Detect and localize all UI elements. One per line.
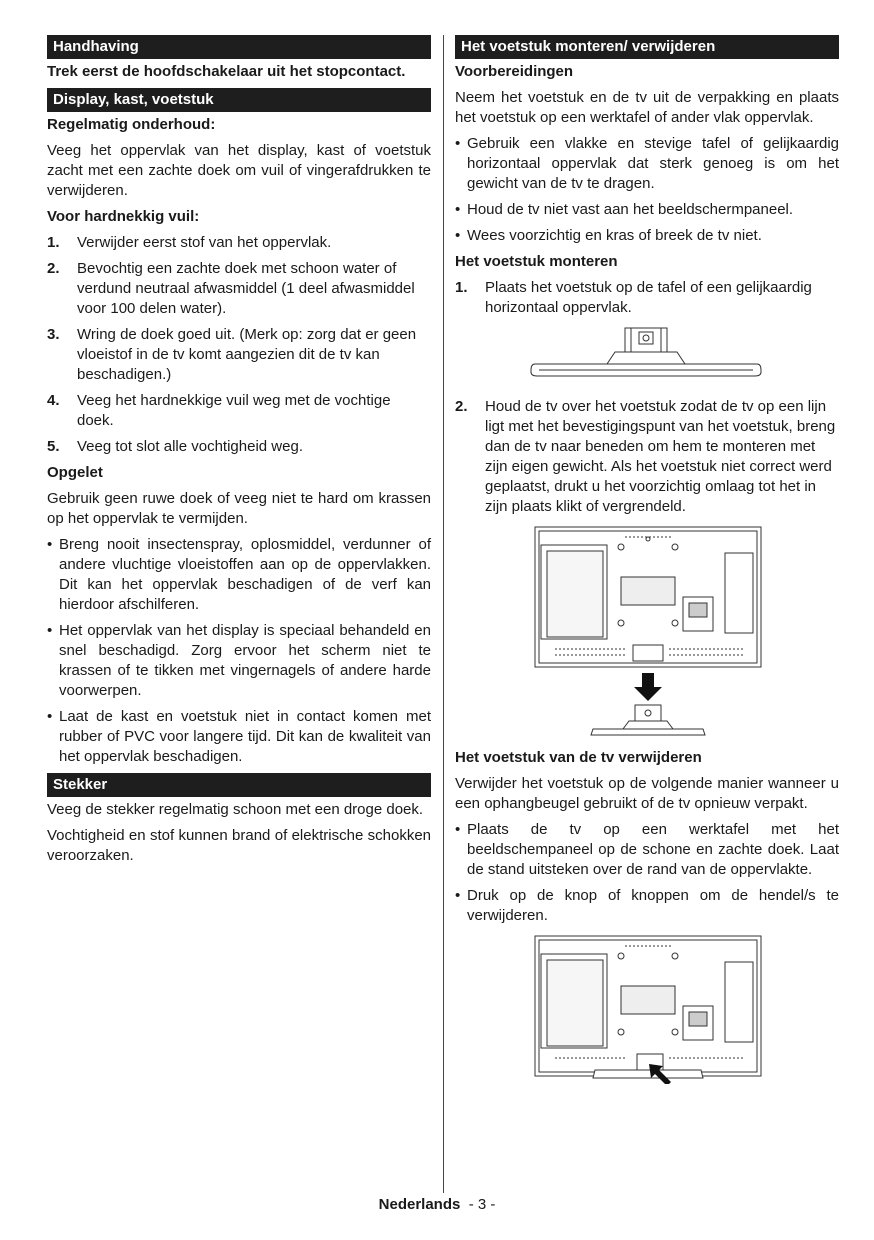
list-item: • Het oppervlak van het display is speciaal behandeld en snel beschadigd. Zorg ervoor het scherm niet te krassen of te tikken met vingernagels of andere harde voorwerpen. [47, 622, 431, 699]
page-number: - 3 - [468, 1196, 496, 1213]
mount-step-1 [455, 278, 839, 318]
bullet-icon: • [455, 135, 461, 152]
regular-maintenance-text: Veeg het oppervlak van het display, kast of voetstuk zacht met een zachte doek om vuil of vingerafdrukken te verwijderen. [47, 142, 431, 199]
tv-remove-illustration [455, 932, 839, 1084]
heading-preparations: Voorbereidingen [455, 63, 574, 80]
heading-remove: Het voetstuk van de tv verwijderen [455, 749, 702, 766]
cleaning-step: 1. Verwijder eerst stof van het oppervlak. [47, 234, 332, 251]
column-divider [443, 35, 444, 1193]
mount-step: 2. Houd de tv over het voetstuk zodat de tv op een lijn ligt met het bevestigingspunt van het voetstuk, breng dan de tv naar beneden om hem te monteren met zijn eigen gewicht. Als het voetstuk niet correct werd geplaatst, drukt u het voorzichtig omlaag tot het in zijn plaats klikt of vergrendeld. [455, 398, 836, 515]
footer-language: Nederlands [378, 1196, 461, 1213]
list-item: • Laat de kast en voetstuk niet in contact komen met rubber of PVC voor langere tijd. Dit kan de kwaliteit van het oppervlak beschadigen. [47, 708, 431, 765]
preparation-bullets [455, 134, 839, 246]
heading-stubborn-dirt: Voor hardnekkig vuil: [47, 208, 200, 225]
bullet-icon: • [455, 227, 461, 244]
remove-bullets [455, 820, 839, 926]
heading-mount: Het voetstuk monteren [455, 253, 618, 270]
caution-text: Gebruik geen ruwe doek of veeg niet te hard om krassen op het oppervlak te vermijden. [47, 490, 431, 527]
stand-illustration [455, 324, 839, 386]
list-item: • Wees voorzichtig en kras of breek de tv niet. [455, 227, 762, 244]
mount-step: 1. Plaats het voetstuk op de tafel of een gelijkaardig horizontaal oppervlak. [455, 279, 812, 316]
heading-stand: Het voetstuk monteren/ verwijderen [455, 35, 839, 59]
bullet-icon: • [455, 887, 461, 904]
heading-maintenance: Handhaving [47, 35, 431, 59]
unplug-instruction: Trek eerst de hoofdschakelaar uit het stopcontact. [47, 63, 406, 80]
cleaning-step: 3. Wring de doek goed uit. (Merk op: zorg dat er geen vloeistof in de tv komt aangezien dit de tv kan beschadigen.) [47, 326, 417, 383]
bullet-icon: • [455, 201, 461, 218]
mount-step-2 [455, 397, 839, 517]
list-item: • Houd de tv niet vast aan het beeldschermpaneel. [455, 201, 794, 218]
tv-mount-illustration [455, 523, 839, 737]
plug-text-2: Vochtigheid en stof kunnen brand of elektrische schokken veroorzaken. [47, 827, 431, 864]
bullet-icon: • [47, 708, 53, 725]
cleaning-steps [47, 233, 431, 457]
bullet-icon: • [47, 622, 53, 639]
cleaning-step: 4. Veeg het hardnekkige vuil weg met de vochtige doek. [47, 392, 391, 429]
bullet-icon: • [47, 536, 53, 553]
preparations-text: Neem het voetstuk en de tv uit de verpakking en plaats het voetstuk op een werktafel of ander vlak oppervlak. [455, 89, 839, 126]
list-item: • Plaats de tv op een werktafel met het beeldschempaneel op de schone en zachte doek. Laat de stand uitsteken over de rand van de oppervlakte. [455, 821, 839, 878]
list-item: • Druk op de knop of knoppen om de hendel/s te verwijderen. [455, 887, 839, 924]
left-column [47, 35, 431, 872]
right-column [455, 35, 839, 1095]
heading-caution: Opgelet [47, 464, 103, 481]
heading-plug: Stekker [47, 773, 431, 797]
cleaning-step: 2. Bevochtig een zachte doek met schoon water of verdund neutraal afwasmiddel (1 deel afwasmiddel voor 100 delen water). [47, 260, 415, 317]
plug-text-1: Veeg de stekker regelmatig schoon met een droge doek. [47, 801, 424, 818]
heading-regular-maintenance: Regelmatig onderhoud: [47, 116, 216, 133]
list-item: • Breng nooit insectenspray, oplosmiddel, verdunner of andere vluchtige vloeistoffen aan op de oppervlakken. Dit kan het oppervlak beschadigen of de verf kan hierdoor afschilferen. [47, 536, 431, 613]
page-footer [0, 1196, 874, 1213]
cleaning-step: 5. Veeg tot slot alle vochtigheid weg. [47, 438, 303, 455]
bullet-icon: • [455, 821, 461, 838]
heading-display: Display, kast, voetstuk [47, 88, 431, 112]
list-item: • Gebruik een vlakke en stevige tafel of gelijkaardig horizontaal oppervlak dat sterk genoeg is om het gewicht van de tv te dragen. [455, 135, 839, 192]
remove-text: Verwijder het voetstuk op de volgende manier wanneer u een ophangbeugel gebruikt of de tv opnieuw verpakt. [455, 775, 839, 812]
caution-bullets [47, 535, 431, 767]
